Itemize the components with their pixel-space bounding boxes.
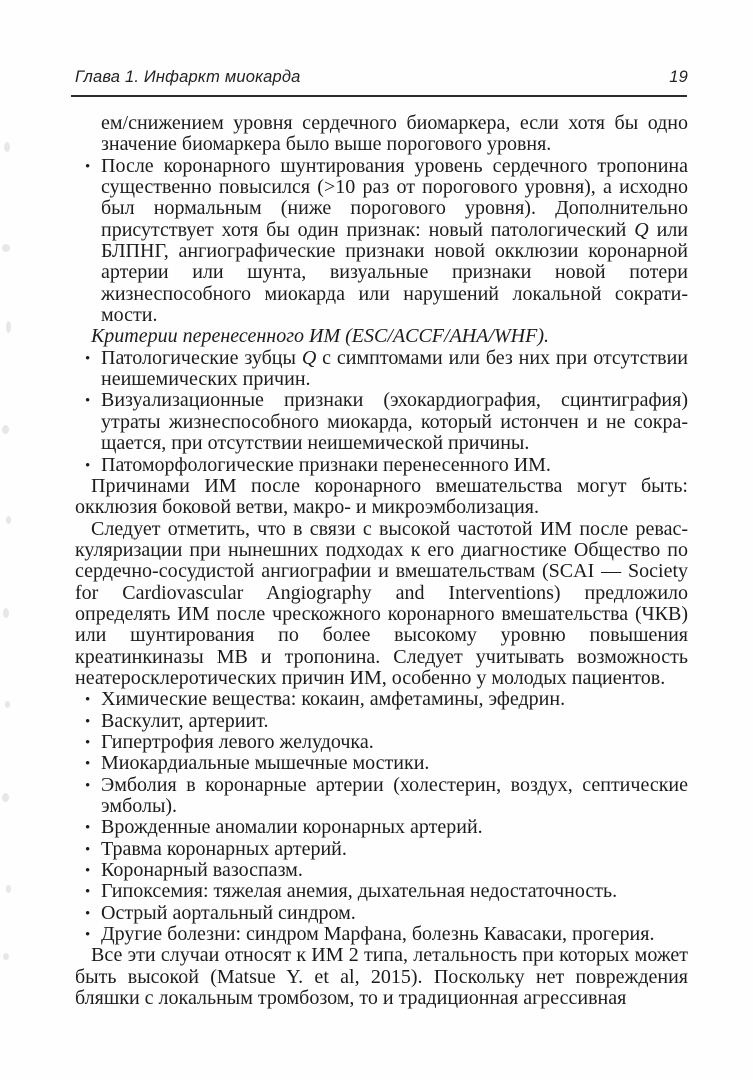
bullet-item: [75, 156, 688, 327]
bullet-marker: •: [85, 692, 91, 709]
text-segment: Миокардиальные мышечные мостики.: [101, 752, 430, 775]
text-segment: Другие болезни: синдром Марфана, болезнь Кавасаки, прогерия.: [101, 923, 655, 946]
bullet-item: [75, 732, 688, 753]
bullet-marker: •: [85, 756, 91, 773]
continuation: [101, 113, 688, 156]
bullet-marker: •: [85, 393, 91, 410]
text-segment: Васкулит, артериит.: [101, 709, 269, 732]
chapter-title: Глава 1. Инфаркт миокарда: [75, 68, 301, 86]
text-segment: Патологические зубцы: [101, 346, 302, 369]
text-segment: Гипертрофия левого желудочка.: [101, 730, 374, 753]
paragraph: [75, 519, 688, 690]
bullet-marker: •: [85, 713, 91, 730]
text-segment: с симптомами или без них при отсутствии неишемических причин.: [101, 346, 689, 391]
bullet-item: [75, 753, 688, 774]
scan-speckle: [4, 142, 10, 152]
bullet-item: [75, 924, 688, 945]
scan-speckle: [3, 608, 9, 618]
text-segment: Гипоксемия: тяжелая анемия, дыхательная недостаточность.: [101, 880, 618, 903]
text-segment: Следует отметить, что в связи с высокой частотой ИМ после реваскуляризации при нынешних подходах к его диагностике Общество по сердечно-сосудистой ангиографии и вмешательствам (SCAI — Society for Cardiovascular Angiography and Interventions) предложило определять ИМ после чрескожного коронарного вмешательства (ЧКВ) или шунтирования по более высокому уровню повышения креатинкиназы МВ и тропонина. Следует учитывать возможность неатеросклеротических причин ИМ, особенно у молодых пациентов.: [75, 517, 688, 689]
bullet-item: [75, 839, 688, 860]
bullet-marker: •: [85, 905, 91, 922]
bullet-item: [75, 348, 688, 391]
text-segment: После коронарного шунтирования уровень сердечного тропонина существенно повысился (>10 раз от порогового уровня), а исходно был нормальным (ниже порогового уровня). Дополнительно присутствует хотя бы один признак: новый патологический: [101, 154, 688, 241]
running-header: [75, 68, 688, 87]
paragraph: [75, 945, 688, 1009]
scan-speckle: [2, 793, 9, 802]
italic-text-segment: Критерии перенесенного ИМ (ESC/ACCF/AHA/WHF).: [91, 325, 549, 348]
page-body: [75, 113, 688, 1009]
bullet-marker: •: [85, 884, 91, 901]
bullet-item: [75, 881, 688, 902]
bullet-marker: •: [85, 841, 91, 858]
scan-speckle: [2, 244, 10, 252]
text-segment: или БЛПНГ, ангиографические признаки новой окклюзии коронарной артерии или шунта, визуальные признаки новой потери жизнеспособного миокарда или нарушений локальной сократимости.: [101, 218, 689, 327]
bullet-item: [75, 817, 688, 838]
text-segment: Все эти случаи относят к ИМ 2 типа, летальность при которых может быть высокой (Matsue Y. et al, 2015). Поскольку нет повреждения бляшки с локальным тромбозом, то и традиционная агрессивная: [75, 944, 688, 1010]
italic-text-segment: Q: [634, 218, 649, 241]
scan-speckle: [5, 701, 10, 708]
text-segment: Острый аортальный синдром.: [101, 901, 356, 924]
text-segment: Химические вещества: кокаин, амфетамины, эфедрин.: [101, 688, 566, 711]
bullet-marker: •: [85, 927, 91, 944]
scan-speckle: [6, 321, 11, 333]
bullet-item: [75, 689, 688, 710]
scan-speckle: [3, 953, 9, 960]
bullet-item: [75, 903, 688, 924]
bullet-item: [75, 775, 688, 818]
text-segment: Коронарный вазоспазм.: [101, 859, 303, 882]
bullet-marker: •: [85, 777, 91, 794]
text-segment: Визуализационные признаки (эхокардиография, сцинтиграфия) утраты жизнеспособного миокарда, который истончен и не сокращается, при отсутствии неишемической причины.: [101, 389, 688, 455]
bullet-item: [75, 711, 688, 732]
scan-speckle: [2, 425, 9, 434]
scan-speckle: [6, 516, 11, 524]
page-number: 19: [669, 68, 688, 86]
header-rule: [71, 95, 687, 97]
bullet-marker: •: [85, 457, 91, 474]
bullet-marker: •: [85, 820, 91, 837]
text-segment: ем/снижением уровня сердечного биомаркера, если хотя бы одно значение биомаркера было выше порогового уровня.: [101, 112, 688, 156]
paragraph: [75, 476, 688, 519]
bullet-item: [75, 455, 688, 476]
bullet-marker: •: [85, 734, 91, 751]
bullet-marker: •: [85, 158, 91, 175]
bullet-marker: •: [85, 863, 91, 880]
scan-speckle: [6, 885, 11, 893]
text-segment: Патоморфологические признаки перенесенного ИМ.: [101, 453, 551, 476]
text-segment: Причинами ИМ после коронарного вмешательства могут быть: окклюзия боковой ветви, макро- и микроэмболизация.: [75, 474, 688, 519]
bullet-marker: •: [85, 350, 91, 367]
bullet-item: [75, 390, 688, 454]
text-segment: Травма коронарных артерий.: [101, 837, 347, 860]
text-segment: Эмболия в коронарные артерии (холестерин, воздух, септические эмболы).: [101, 773, 688, 817]
text-segment: Врожденные аномалии коронарных артерий.: [101, 816, 483, 839]
bullet-item: [75, 860, 688, 881]
italic-heading: [75, 326, 688, 347]
italic-text-segment: Q: [301, 346, 317, 369]
